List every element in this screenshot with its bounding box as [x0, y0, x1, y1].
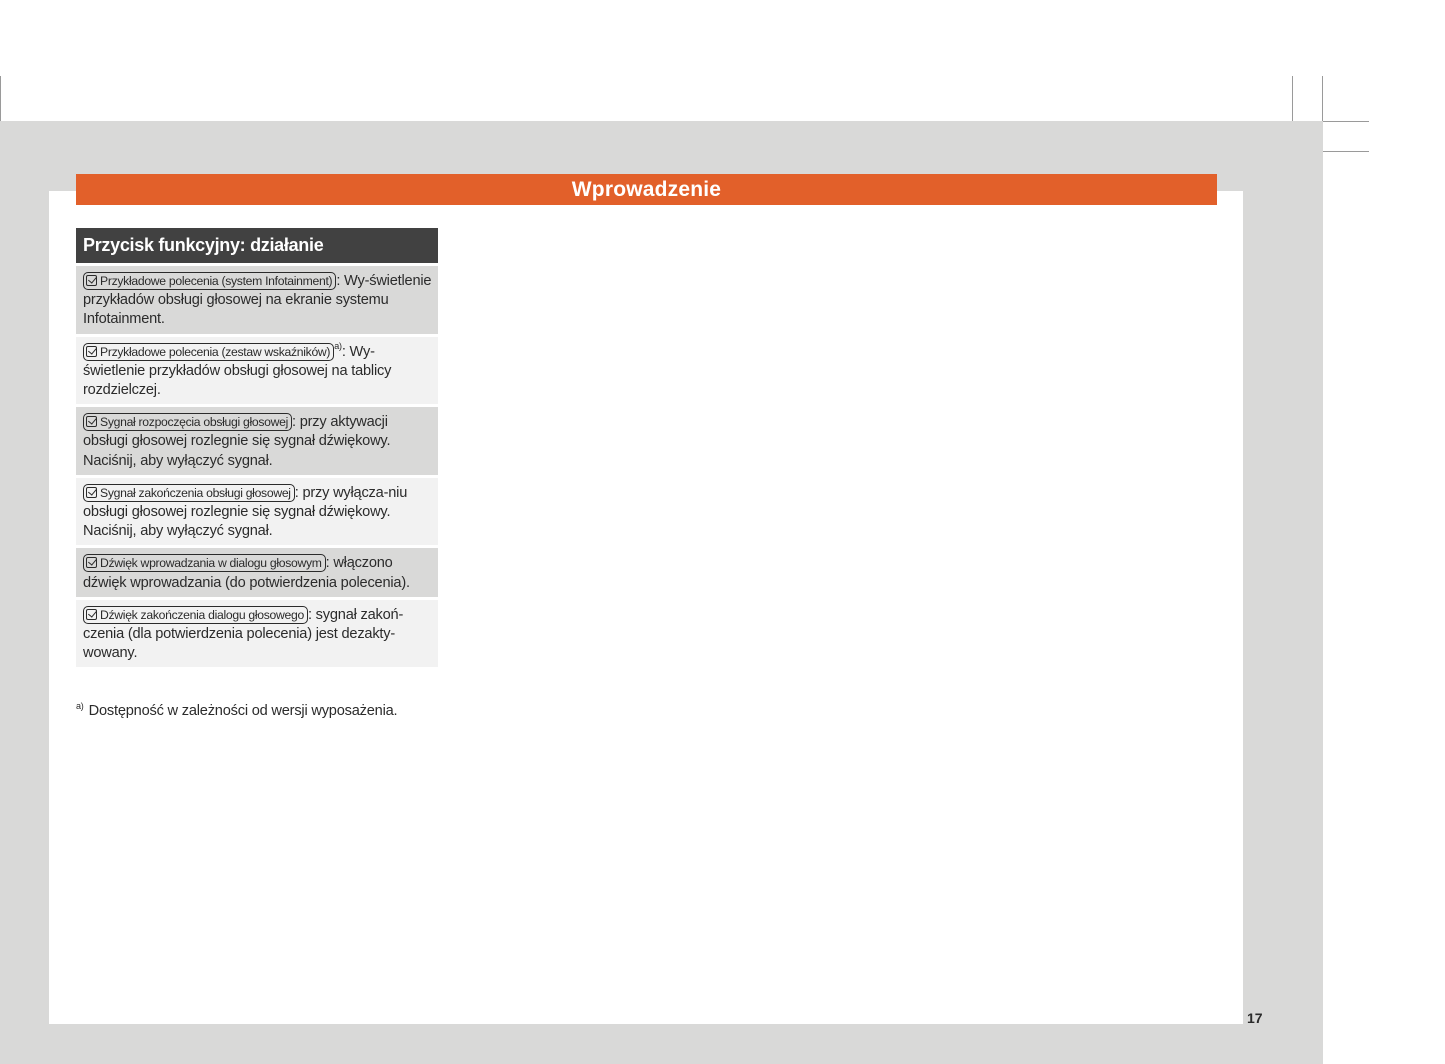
checkbox-checked-icon: [86, 416, 97, 427]
function-key: [83, 272, 336, 290]
crop-mark: [1322, 151, 1369, 152]
checkbox-checked-icon: [86, 275, 97, 286]
crop-mark: [0, 76, 1, 122]
footnote-text: Dostępność w zależności od wersji wyposażenia.: [88, 702, 398, 719]
table-row: [76, 337, 438, 405]
function-key-label: Przykładowe polecenia (system Infotainment): [100, 274, 333, 288]
function-key-label: Przykładowe polecenia (zestaw wskaźników): [100, 344, 331, 359]
row-text: : sygnał zakoń-czenia (dla potwierdzenia polecenia) jest dezakty-wowany.: [83, 606, 404, 662]
row-text: : przy wyłącza-niu obsługi głosowej rozlegnie się sygnał dźwiękowy. Naciśnij, aby wyłączyć sygnał.: [83, 484, 408, 540]
row-text: : przy aktywacji obsługi głosowej rozlegnie się sygnał dźwiękowy. Naciśnij, aby wyłączyć sygnał.: [83, 414, 391, 469]
page-number: 17: [1247, 1010, 1263, 1026]
table-row: [76, 266, 438, 334]
function-key-label: Sygnał zakończenia obsługi głosowej: [100, 485, 291, 500]
function-key: [83, 413, 292, 431]
function-key-label: Sygnał rozpoczęcia obsługi głosowej: [100, 415, 288, 430]
function-key: [83, 484, 295, 502]
table-row: [76, 600, 438, 668]
function-button-table: [76, 228, 438, 667]
row-text: : włączono dźwięk wprowadzania (do potwierdzenia polecenia).: [83, 555, 410, 591]
chapter-title: Wprowadzenie: [76, 174, 1217, 205]
checkbox-checked-icon: [86, 557, 97, 568]
row-text: : Wy-świetlenie przykładów obsługi głosowej na ekranie systemu Infotainment.: [83, 273, 432, 328]
footnote-mark: a): [76, 701, 84, 711]
table-row: [76, 407, 438, 475]
function-key-label: Dźwięk wprowadzania w dialogu głosowym: [100, 556, 322, 571]
checkbox-checked-icon: [86, 609, 97, 620]
function-key: [83, 343, 334, 361]
row-text: : Wy-świetlenie przykładów obsługi głosowej na tablicy rozdzielczej.: [83, 343, 392, 399]
function-key: [83, 554, 326, 572]
checkbox-checked-icon: [86, 346, 97, 357]
function-key-label: Dźwięk zakończenia dialogu głosowego: [100, 607, 304, 622]
function-key: [83, 606, 308, 624]
checkbox-checked-icon: [86, 487, 97, 498]
table-header: Przycisk funkcyjny: działanie: [76, 228, 438, 263]
table-row: [76, 548, 438, 596]
table-row: [76, 478, 438, 546]
crop-mark: [1292, 76, 1293, 122]
footnote-mark: a): [334, 340, 342, 351]
footnote: [76, 697, 456, 721]
